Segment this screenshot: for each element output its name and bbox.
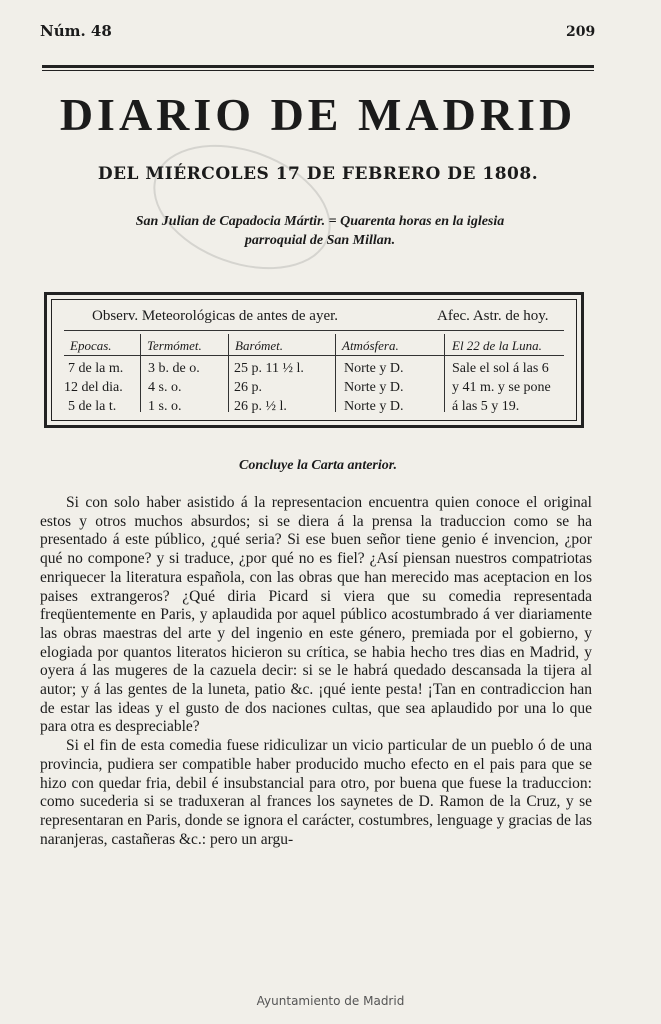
weather-title: Observ. Meteorológicas de antes de ayer. [92, 308, 339, 324]
saint-line-1: San Julian de Capadocia Mártir. = Quarenta horas en la iglesia [135, 214, 505, 229]
col-termometro: Termómet. [147, 338, 202, 353]
cell: á las 5 y 19. [452, 399, 520, 414]
footer-credit: Ayuntamiento de Madrid [256, 994, 405, 1008]
table-columns-rule [64, 355, 564, 356]
col-barometro: Barómet. [235, 338, 284, 353]
cell: 1 s. o. [148, 399, 182, 414]
cell: 25 p. 11 ½ l. [234, 361, 304, 376]
table-header-rule [64, 330, 564, 331]
paragraph: Si el fin de esta comedia fuese ridiculizar un vicio particular de un pueblo ó de una provincia, pudiera ser compatible haber producido mucho efecto en el pais para que se hizo con quedar fria, debil é insubstancial para otro, por buena que fuese la traduccion: como sucederia si se traduxeran al frances los saynetes de D. Ramon de la Cruz, y se representaran en Paris, donde se ignora el carácter, costumbres, lenguage y gracias de las naranjeras, castañeras &c.: pero un argu- [40, 737, 592, 848]
cell: y 41 m. y se pone [452, 380, 551, 395]
header-rule-thin [42, 70, 594, 71]
col-divider [335, 334, 336, 412]
saint-of-day [60, 212, 580, 250]
cell: 26 p. ½ l. [234, 399, 287, 414]
page-number: 209 [566, 24, 596, 40]
article-body [40, 494, 592, 849]
col-divider [140, 334, 141, 412]
cell: Sale el sol á las 6 [452, 361, 549, 376]
cell: Norte y D. [344, 399, 404, 414]
weather-table [44, 292, 584, 428]
cell: Norte y D. [344, 361, 404, 376]
cell: 7 de la m. [68, 361, 124, 376]
article-subtitle: Concluye la Carta anterior. [239, 458, 397, 473]
astro-title: Afec. Astr. de hoy. [437, 308, 549, 324]
col-luna: El 22 de la Luna. [452, 338, 542, 353]
issue-number: Núm. 48 [40, 22, 112, 40]
col-divider [444, 334, 445, 412]
library-stamp [136, 122, 348, 292]
cell: 5 de la t. [68, 399, 117, 414]
paragraph: Si con solo haber asistido á la representacion encuentra quien conoce el original estos y otros muchos absurdos; si se diera á la prensa la traduccion como se ha presentado á este público, ¿qué seria? Si ese buen señor tiene genio é invencion, ¿por qué no compone? y si traduce, ¿por qué no es fiel? ¿Así piensan nuestros compatriotas enriquecer la literatura española, con las obras que han merecido mas aceptacion en los paises extrangeros? ¿Qué diria Picard si viera que su comedia representada freqüentemente en Paris, y aplaudida por aquel público acostumbrado á ver diariamente las obras maestras del arte y del ingenio en este género, premiada por el gobierno, y elogiada por quantos literatos hicieron su crítica, se habia hecho tres dias en Madrid, y oyera á las mugeres de la cazuela decir: si se le habrá quedado descansada la tijera al autor; y á las gentes de la luneta, patio &c. ¡qué iente pesta! ¡Tan en contradiccion han de estar las ideas y el gusto de dos naciones cultas, que sea aplaudido por una lo que para otra es despreciable? [40, 494, 592, 736]
col-divider [228, 334, 229, 412]
cell: Norte y D. [344, 380, 404, 395]
cell: 26 p. [234, 380, 262, 395]
col-epocas: Epocas. [70, 338, 112, 353]
cell: 12 del dia. [64, 380, 123, 395]
cell: 4 s. o. [148, 380, 182, 395]
weather-table-inner [51, 299, 577, 421]
saint-line-2: parroquial de San Millan. [244, 233, 396, 248]
issue-date: DEL MIÉRCOLES 17 DE FEBRERO DE 1808. [97, 164, 539, 184]
newspaper-title: DIARIO DE MADRID [59, 89, 577, 140]
header-rule [42, 65, 594, 68]
cell: 3 b. de o. [148, 361, 200, 376]
col-atmosfera: Atmósfera. [342, 338, 399, 353]
